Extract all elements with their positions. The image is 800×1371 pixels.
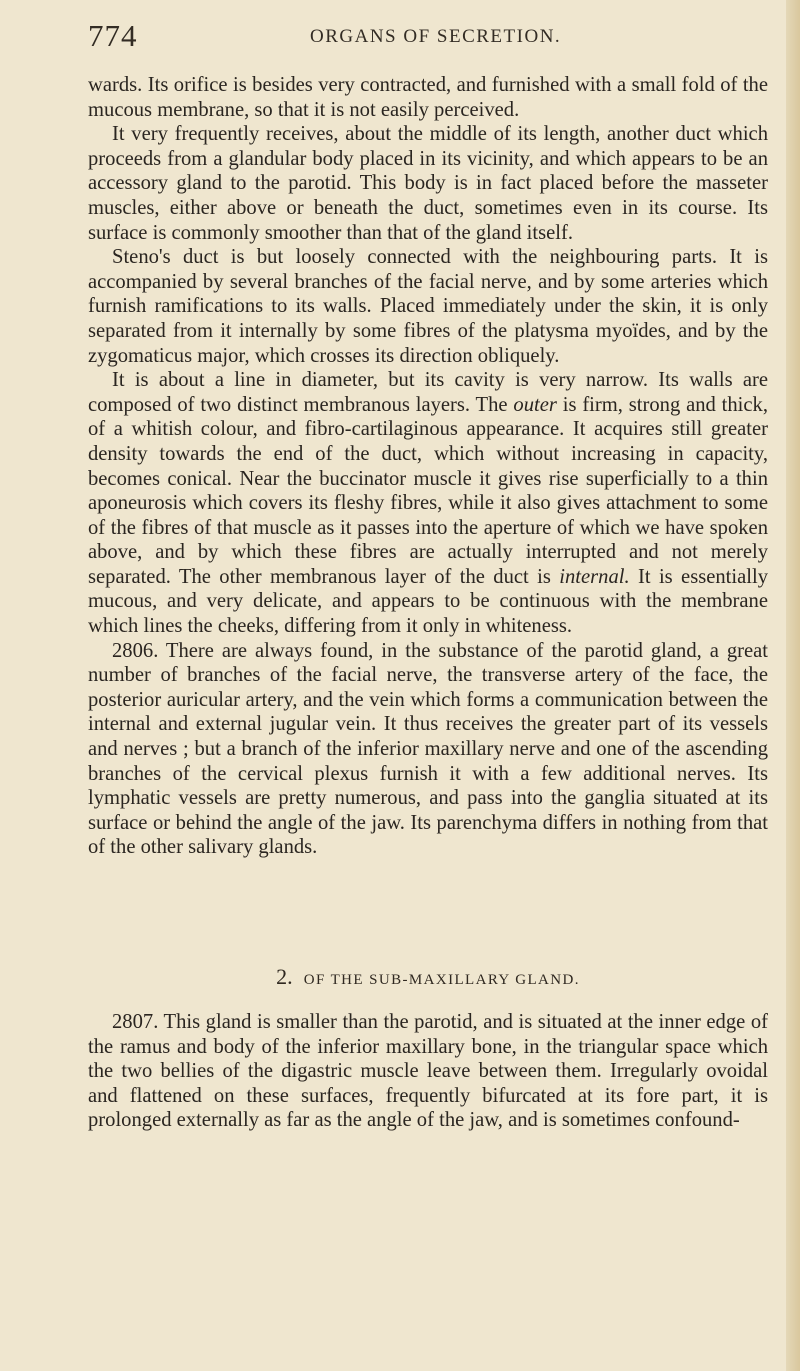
italic-term-outer: outer <box>513 393 557 416</box>
paragraph: Steno's duct is but loosely connected with the neighbouring parts. It is accompanied by several branches of the facial nerve, and by some arteries which furnish ramifications to its walls. Placed immediately under the skin, it is only separated from it internally by some fibres of the platysma myoïdes, and by the zygomaticus major, which crosses its direction obliquely. <box>88 246 768 367</box>
text-run: It is about a line in diameter, but its cavity is very narrow. Its walls are composed of two distinct membranous layers. The <box>88 369 768 416</box>
running-title: ORGANS OF SECRETION. <box>310 26 562 47</box>
page-number: 774 <box>88 18 138 53</box>
italic-term-internal: internal. <box>559 565 630 588</box>
section-number: 2. <box>276 964 293 989</box>
running-head <box>88 18 768 58</box>
body-text <box>88 73 768 860</box>
page-edge <box>786 0 800 1371</box>
paragraph <box>88 368 768 639</box>
paragraph: 2807. This gland is smaller than the parotid, and is situated at the inner edge of the ramus and body of the inferior maxillary bone, in the triangular space which the two bellies of the digastric muscle leave between them. Irregularly ovoidal and flattened on these surfaces, frequently bifurcated at its fore part, it is prolonged externally as far as the angle of the jaw, and is sometimes confound- <box>88 1011 768 1132</box>
paragraph: wards. Its orifice is besides very contracted, and furnished with a small fold of the mucous membrane, so that it is not easily perceived. <box>88 74 768 121</box>
section-heading <box>88 964 768 990</box>
section-title: OF THE SUB-MAXILLARY GLAND. <box>303 972 580 988</box>
paragraph: 2806. There are always found, in the substance of the parotid gland, a great number of branches of the facial nerve, the transverse artery of the face, the posterior auricular artery, and the vein which forms a communication between the internal and external jugular vein. It thus receives the greater part of its vessels and nerves ; but a branch of the inferior maxillary nerve and one of the ascending branches of the cervical plexus furnish it with a few additional nerves. Its lymphatic vessels are pretty numerous, and pass into the ganglia situated at its surface or behind the angle of the jaw. Its parenchyma differs in nothing from that of the other salivary glands. <box>88 639 768 859</box>
paragraph: It very frequently receives, about the middle of its length, another duct which proceeds from a glandular body placed in its vicinity, and which appears to be an accessory gland to the parotid. This body is in fact placed before the masseter muscles, either above or beneath the duct, sometimes even in its course. Its surface is commonly smoother than that of the gland itself. <box>88 123 768 244</box>
text-run: is firm, strong and thick, of a whitish colour, and fibro-cartilaginous appearance. It acquires still greater density towards the end of the duct, which without increasing in capacity, becomes conical. Near the buccinator muscle it gives rise superficially to a thin aponeurosis which covers its fleshy fibres, while it also gives attachment to some of the fibres of that muscle as it passes into the aperture of which we have spoken above, and by which these fibres are actually interrupted and not merely separated. The other membranous layer of the duct is <box>88 393 768 588</box>
body-text-section-2 <box>88 1010 768 1133</box>
text-run: It is essentially mucous, and very delicate, and appears to be continuous with the membrane which lines the cheeks, differing from it only in whiteness. <box>88 565 768 638</box>
